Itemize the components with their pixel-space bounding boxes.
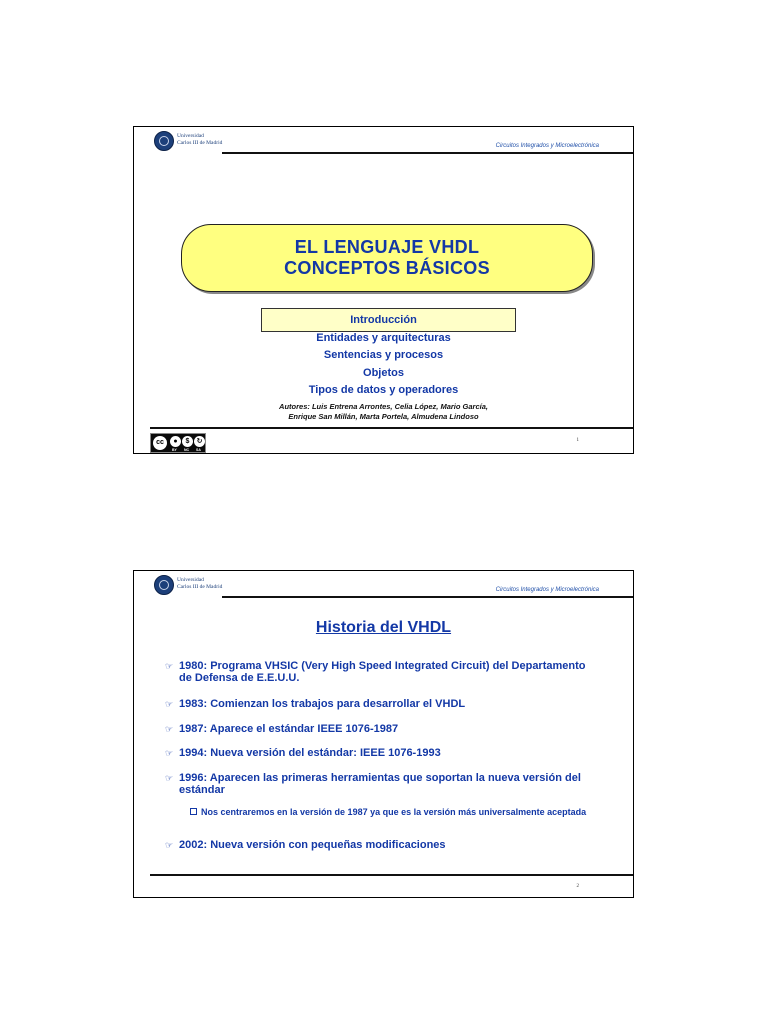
title-box (181, 224, 593, 292)
course-title: Circuitos Integrados y Microelectrónica (495, 587, 599, 593)
pointing-hand-icon: ☞ (165, 699, 174, 709)
authors-line-2: Enrique San Millán, Marta Portela, Almudena Lindoso (288, 412, 479, 421)
license-sa-label: SA (196, 448, 201, 452)
pointing-hand-icon: ☞ (165, 773, 174, 783)
license-by-label: BY (172, 448, 177, 452)
pointing-hand-icon: ☞ (165, 661, 174, 671)
no-dollar-icon: $ (182, 436, 193, 447)
page-number: 2 (576, 884, 579, 889)
bullet-item: ☞ 2002: Nueva versión con pequeñas modificaciones (165, 839, 446, 851)
header-divider (222, 596, 633, 598)
pointing-hand-icon: ☞ (165, 748, 174, 758)
university-logo-icon (154, 575, 174, 595)
share-alike-icon: ↻ (194, 436, 205, 447)
slide-2 (133, 570, 634, 898)
bullet-item: ☞ 1983: Comienzan los trabajos para desarrollar el VHDL (165, 698, 466, 710)
license-nc-label: NC (184, 448, 190, 452)
authors-line-1: Autores: Luis Entrena Arrontes, Celia López, Mario García, (279, 402, 488, 411)
title-line-2: CONCEPTOS BÁSICOS (284, 258, 490, 278)
toc-item-sentencias: Sentencias y procesos (323, 349, 444, 361)
bullet-item: ☞ 1980: Programa VHSIC (Very High Speed Integrated Circuit) del Departamento de Defensa de E.E.U.U. (165, 660, 586, 684)
university-logo-icon (154, 131, 174, 151)
bullet-item: ☞ 1996: Aparecen las primeras herramientas que soportan la nueva versión del estándar (165, 772, 581, 796)
checkbox-square-icon (190, 808, 197, 815)
university-name: Universidad Carlos III de Madrid (177, 133, 223, 146)
cc-icon: cc (153, 436, 167, 450)
toc-item-entidades: Entidades y arquitecturas (316, 332, 451, 344)
person-icon: ● (170, 436, 181, 447)
title-line-1: EL LENGUAJE VHDL (294, 237, 480, 257)
creative-commons-badge-icon (150, 433, 206, 453)
toc-item-introduccion: Introducción (350, 314, 417, 326)
course-title: Circuitos Integrados y Microelectrónica (495, 143, 599, 149)
university-name: Universidad Carlos III de Madrid (177, 577, 223, 590)
toc-item-tipos: Tipos de datos y operadores (308, 384, 459, 396)
pointing-hand-icon: ☞ (165, 840, 174, 850)
header-divider (222, 152, 633, 154)
toc-item-objetos: Objetos (363, 367, 404, 379)
page-number: 1 (576, 438, 579, 443)
footer-divider (150, 427, 633, 429)
bullet-item: ☞ 1994: Nueva versión del estándar: IEEE 1076-1993 (165, 747, 441, 759)
bullet-item: ☞ 1987: Aparece el estándar IEEE 1076-1987 (165, 723, 399, 735)
slide-title: Historia del VHDL (315, 619, 452, 636)
slide-1 (133, 126, 634, 454)
footer-divider (150, 874, 633, 876)
sub-bullet-item: Nos centraremos en la versión de 1987 ya que es la versión más universalmente aceptada (201, 806, 611, 818)
pointing-hand-icon: ☞ (165, 724, 174, 734)
